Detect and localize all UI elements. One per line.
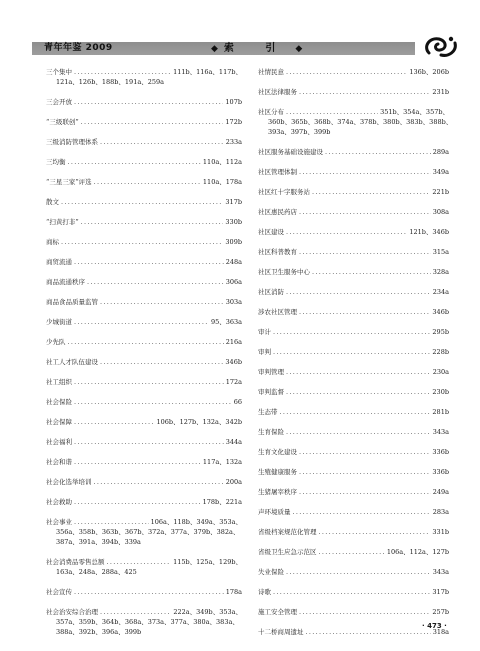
index-pages-continued: 356a、358b、363b、367b、372a、377a、379b、382a、 (56, 528, 240, 536)
index-entry-line (46, 417, 242, 427)
index-term: 社区科普教育 (258, 248, 297, 256)
dot-leader (299, 487, 431, 497)
index-entry (46, 137, 242, 147)
index-entry (258, 167, 449, 177)
index-pages: 107b (225, 98, 242, 106)
index-entry-line (46, 377, 242, 387)
index-term: 社区建设 (258, 228, 284, 236)
index-pages-continued: 357a、359b、364b、368a、373a、377a、380a、383a、 (56, 618, 239, 626)
index-term: 生猪屠宰秩序 (258, 488, 297, 496)
index-entry-line (46, 497, 242, 507)
dot-leader (87, 277, 224, 287)
index-term: 审计 (258, 328, 271, 336)
index-pages: 121b、346b (409, 228, 449, 236)
index-term: 社会化选举培训 (46, 478, 92, 486)
index-pages: 230b (432, 388, 449, 396)
index-entry (258, 467, 449, 477)
index-pages: 178b、221a (202, 498, 242, 506)
index-term: 社工人才队伍建设 (46, 358, 98, 366)
dot-leader (94, 177, 201, 187)
index-pages: 231b (432, 88, 449, 96)
dot-leader (299, 207, 431, 217)
dot-leader (286, 107, 378, 117)
index-entry (46, 197, 242, 207)
dot-leader (299, 467, 430, 477)
index-pages: 136b、206b (409, 68, 449, 76)
index-entry (46, 157, 242, 167)
dot-leader (74, 317, 209, 327)
index-term: “三星三家”评选 (46, 178, 92, 186)
index-pages: 309b (225, 238, 242, 246)
index-pages: 283a (432, 508, 449, 516)
index-pages: 257b (432, 608, 449, 616)
index-term: 省级卫生应急示范区 (258, 548, 317, 556)
dot-leader (299, 167, 431, 177)
index-term: 散文 (46, 198, 59, 206)
index-pages: 230a (432, 368, 449, 376)
index-entry (258, 247, 449, 257)
diamond-icon: ◆ (295, 44, 303, 54)
index-entry (46, 477, 242, 487)
index-term: 商贸流通 (46, 258, 72, 266)
index-entry (258, 587, 449, 597)
index-term: 审判 (258, 348, 271, 356)
index-term: 社区卫生服务中心 (258, 268, 310, 276)
index-entry (46, 607, 242, 637)
index-entry-line (258, 627, 449, 637)
index-entry-line (46, 217, 242, 227)
index-entry (258, 607, 449, 617)
dot-leader (74, 417, 155, 427)
index-entry-line (46, 477, 242, 487)
index-entry-line (258, 87, 449, 97)
index-term: 失业保险 (258, 568, 284, 576)
index-entry (258, 307, 449, 317)
index-pages: 110a、178a (202, 178, 242, 186)
index-pages: 172a (225, 378, 242, 386)
index-entry (46, 517, 242, 547)
index-term: 生育文化建设 (258, 448, 297, 456)
index-pages-continued: 360b、365b、368b、374a、378b、380b、383b、388b、 (268, 118, 453, 126)
index-entry-line (258, 107, 449, 117)
dot-leader (299, 247, 431, 257)
index-entry (46, 177, 242, 187)
index-pages: 328a (432, 268, 449, 276)
index-entry (258, 227, 449, 237)
index-pages: 178a (225, 588, 242, 596)
index-term: 社区红十字服务站 (258, 188, 310, 196)
index-entry-line (46, 337, 242, 347)
dot-leader (100, 607, 171, 617)
index-pages-continued: 387a、391a、394b、339a (56, 538, 141, 546)
index-entry-line (258, 507, 449, 517)
index-pages: 111b、116a、117b、 (173, 68, 242, 76)
index-term: 商品流通秩序 (46, 278, 85, 286)
index-entry-line (258, 67, 449, 77)
dot-leader (74, 517, 149, 527)
index-term: 社会宣传 (46, 588, 72, 596)
index-term: 社会事业 (46, 518, 72, 526)
index-entry (46, 587, 242, 597)
index-entry (258, 67, 449, 77)
index-entry-line (46, 317, 242, 327)
dot-leader (61, 197, 223, 207)
index-entry-line (258, 427, 449, 437)
dot-leader (100, 137, 224, 147)
index-entry (46, 257, 242, 267)
index-term: 社会福利 (46, 438, 72, 446)
index-entry (258, 487, 449, 497)
index-entry (46, 497, 242, 507)
index-entry (258, 627, 449, 637)
index-pages-continued: 163a、248a、288a、425 (56, 568, 137, 576)
index-entry-line (46, 587, 242, 597)
dot-leader (273, 327, 430, 337)
index-pages: 306a (225, 278, 242, 286)
dot-leader (286, 287, 431, 297)
index-pages-continued: 393a、397b、399b (268, 128, 331, 136)
index-pages: 172b (225, 118, 242, 126)
index-entry-line (46, 197, 242, 207)
index-column-left (46, 67, 242, 647)
index-entry-line (258, 447, 449, 457)
index-term: 三个集中 (46, 68, 72, 76)
index-pages: 330b (225, 218, 242, 226)
index-entry-line (258, 167, 449, 177)
index-entry (258, 387, 449, 397)
dot-leader (286, 227, 407, 237)
dot-leader (74, 257, 224, 267)
index-term: 施工安全管理 (258, 608, 297, 616)
index-term: “扫黄打非” (46, 218, 79, 226)
index-entry (46, 337, 242, 347)
index-pages: 351b、354a、357b、 (380, 108, 449, 116)
index-pages: 346b (225, 358, 242, 366)
index-entry (46, 117, 242, 127)
index-title-block (211, 41, 311, 56)
index-entry-line (258, 367, 449, 377)
index-entry (46, 417, 242, 427)
index-pages: 222a、349b、353a、 (173, 608, 242, 616)
index-pages: 303a (225, 298, 242, 306)
dot-leader (94, 477, 224, 487)
index-entry-line (46, 437, 242, 447)
index-pages: 315a (432, 248, 449, 256)
index-pages: 106b、127b、132a、342b (156, 418, 242, 426)
dot-leader (74, 377, 224, 387)
dot-leader (68, 157, 201, 167)
dot-leader (74, 437, 224, 447)
index-entry (258, 147, 449, 157)
index-pages: 233a (225, 138, 242, 146)
index-term: 社会保障 (46, 418, 72, 426)
index-pages: 200a (225, 478, 242, 486)
index-entry (46, 317, 242, 327)
index-term: 社区消防 (258, 288, 284, 296)
index-term: 审判管理 (258, 368, 284, 376)
dot-leader (273, 587, 430, 597)
index-pages: 110a、112a (202, 158, 242, 166)
index-term: 社区惠民药店 (258, 208, 297, 216)
index-entry-line (46, 357, 242, 367)
index-entry-line (258, 407, 449, 417)
dot-leader (319, 547, 385, 557)
index-pages: 308a (432, 208, 449, 216)
index-pages: 317b (225, 198, 242, 206)
index-entry-line (46, 137, 242, 147)
dot-leader (68, 337, 224, 347)
index-pages: 349a (432, 168, 449, 176)
index-entry (258, 507, 449, 517)
index-term: 生育保险 (258, 428, 284, 436)
index-entry (46, 67, 242, 87)
index-pages: 346b (432, 308, 449, 316)
dot-leader (319, 527, 431, 537)
index-pages: 66 (233, 398, 242, 406)
dot-leader (74, 397, 232, 407)
dot-leader (81, 217, 224, 227)
index-entry-line (46, 607, 242, 617)
index-entry-line (258, 247, 449, 257)
index-entry (258, 547, 449, 557)
index-entry (258, 87, 449, 97)
dot-leader (299, 87, 430, 97)
index-term: 社会救助 (46, 498, 72, 506)
index-entry (258, 527, 449, 537)
index-pages: 336b (432, 448, 449, 456)
index-term: 十二桥商周遗址 (258, 628, 304, 636)
dot-leader (107, 557, 172, 567)
index-entry-line (258, 347, 449, 357)
index-entry-line (46, 517, 242, 527)
index-pages: 106a、118b、349a、353a、 (150, 518, 242, 526)
index-term: 社区分布 (258, 108, 284, 116)
index-term: 社会和谐 (46, 458, 72, 466)
index-entry (258, 107, 453, 137)
index-term: 三均衡 (46, 158, 66, 166)
index-pages: 249a (432, 488, 449, 496)
index-entry-line (46, 117, 242, 127)
index-entry (258, 427, 449, 437)
index-entry (258, 327, 449, 337)
index-entry-line (258, 527, 449, 537)
index-entry-line (46, 67, 242, 77)
index-term: 少先队 (46, 338, 66, 346)
index-pages: 95、363a (210, 318, 242, 326)
index-pages-continued: 121a、126b、188b、191a、259a (56, 78, 164, 86)
index-entry (46, 357, 242, 367)
dot-leader (299, 307, 430, 317)
index-title: 索 引 (223, 43, 290, 54)
dot-leader (286, 387, 430, 397)
dot-leader (74, 67, 171, 77)
index-pages: 295b (432, 328, 449, 336)
index-entry (46, 217, 242, 227)
index-term: 社区服务基础设施建设 (258, 148, 323, 156)
index-term: 三级消防管理体系 (46, 138, 98, 146)
index-entry-line (258, 607, 449, 617)
index-term: 少城街道 (46, 318, 72, 326)
index-entry-line (46, 97, 242, 107)
index-entry-line (258, 307, 449, 317)
index-entry-line (258, 467, 449, 477)
index-term: 社会保险 (46, 398, 72, 406)
diamond-icon: ◆ (211, 44, 218, 54)
index-entry (258, 187, 449, 197)
index-entry-line (46, 457, 242, 467)
index-pages: 317b (432, 588, 449, 596)
index-term: 审判监督 (258, 388, 284, 396)
index-entry (258, 407, 449, 417)
index-pages: 331b (432, 528, 449, 536)
index-entry (46, 277, 242, 287)
dot-leader (74, 457, 201, 467)
index-pages: 115b、125a、129b、 (173, 558, 242, 566)
index-entry (258, 447, 449, 457)
dot-leader (74, 587, 224, 597)
dot-leader (286, 567, 431, 577)
dot-leader (306, 627, 431, 637)
index-entry (46, 377, 242, 387)
index-term: 社区法律服务 (258, 88, 297, 96)
index-term: 涉农社区管理 (258, 308, 297, 316)
index-pages: 318a (432, 628, 449, 636)
dot-leader (299, 607, 430, 617)
index-entry (46, 97, 242, 107)
index-term: 社会消费品零售总额 (46, 558, 105, 566)
index-entry (258, 287, 449, 297)
swirl-logo-icon (421, 33, 459, 61)
dot-leader (74, 497, 201, 507)
index-pages-continued: 388a、392b、396a、399b (56, 628, 142, 636)
index-entry-line (46, 297, 242, 307)
dot-leader (312, 267, 431, 277)
index-entry (258, 367, 449, 377)
book-title: 青年年鉴 2009 (44, 43, 113, 53)
index-entry (46, 297, 242, 307)
index-entry-line (258, 267, 449, 277)
index-entry-line (258, 187, 449, 197)
index-entry (46, 437, 242, 447)
index-pages: 343a (432, 568, 449, 576)
index-column-right (258, 67, 453, 647)
index-pages: 344a (225, 438, 242, 446)
index-entry (46, 557, 242, 577)
index-term: 生态带 (258, 408, 278, 416)
dot-leader (100, 297, 224, 307)
index-entry (46, 457, 242, 467)
index-entry-line (258, 587, 449, 597)
index-term: 商品食品质量监管 (46, 298, 98, 306)
index-pages: 228b (432, 348, 449, 356)
index-entry (258, 207, 449, 217)
dot-leader (61, 237, 223, 247)
index-entry-line (258, 387, 449, 397)
dot-leader (280, 407, 431, 417)
index-entry-line (258, 147, 449, 157)
dot-leader (81, 117, 224, 127)
index-entry-line (258, 327, 449, 337)
index-pages: 117a、132a (202, 458, 242, 466)
index-entry-line (258, 487, 449, 497)
index-term: 声环境质量 (258, 508, 291, 516)
index-entry-line (258, 207, 449, 217)
index-term: “三级联创” (46, 118, 79, 126)
dot-leader (299, 447, 430, 457)
dot-leader (293, 507, 431, 517)
index-term: 商标 (46, 238, 59, 246)
index-pages: 248a (225, 258, 242, 266)
index-entry-line (258, 287, 449, 297)
page-header (0, 33, 480, 55)
index-term: 三会开放 (46, 98, 72, 106)
index-term: 社工组织 (46, 378, 72, 386)
dot-leader (286, 427, 431, 437)
index-entry-line (258, 567, 449, 577)
page-number: · 473 · (422, 622, 447, 630)
index-entry (258, 267, 449, 277)
index-term: 生殖健康服务 (258, 468, 297, 476)
index-term: 社会治安综合治理 (46, 608, 98, 616)
index-pages: 336b (432, 468, 449, 476)
dot-leader (325, 147, 431, 157)
index-pages: 221b (432, 188, 449, 196)
dot-leader (286, 367, 431, 377)
index-entry-line (46, 557, 242, 567)
index-term: 社情民意 (258, 68, 284, 76)
index-entry-line (46, 257, 242, 267)
index-pages: 216a (225, 338, 242, 346)
dot-leader (286, 67, 407, 77)
index-pages: 281b (432, 408, 449, 416)
index-entry-line (258, 227, 449, 237)
index-entry-line (46, 237, 242, 247)
index-pages: 234a (432, 288, 449, 296)
index-entry (258, 347, 449, 357)
index-term: 诗歌 (258, 588, 271, 596)
dot-leader (74, 97, 223, 107)
index-entry (46, 397, 242, 407)
dot-leader (100, 357, 223, 367)
dot-leader (273, 347, 430, 357)
index-pages: 106a、112a、127b (386, 548, 449, 556)
dot-leader (312, 187, 430, 197)
index-entry (258, 567, 449, 577)
index-term: 省级档案规范化管理 (258, 528, 317, 536)
index-entry (46, 237, 242, 247)
index-entry-line (46, 157, 242, 167)
index-entry-line (46, 277, 242, 287)
index-entry-line (46, 177, 242, 187)
index-pages: 289a (432, 148, 449, 156)
index-entry-line (46, 397, 242, 407)
index-pages: 343a (432, 428, 449, 436)
index-term: 社区管理体制 (258, 168, 297, 176)
index-entry-line (258, 547, 449, 557)
